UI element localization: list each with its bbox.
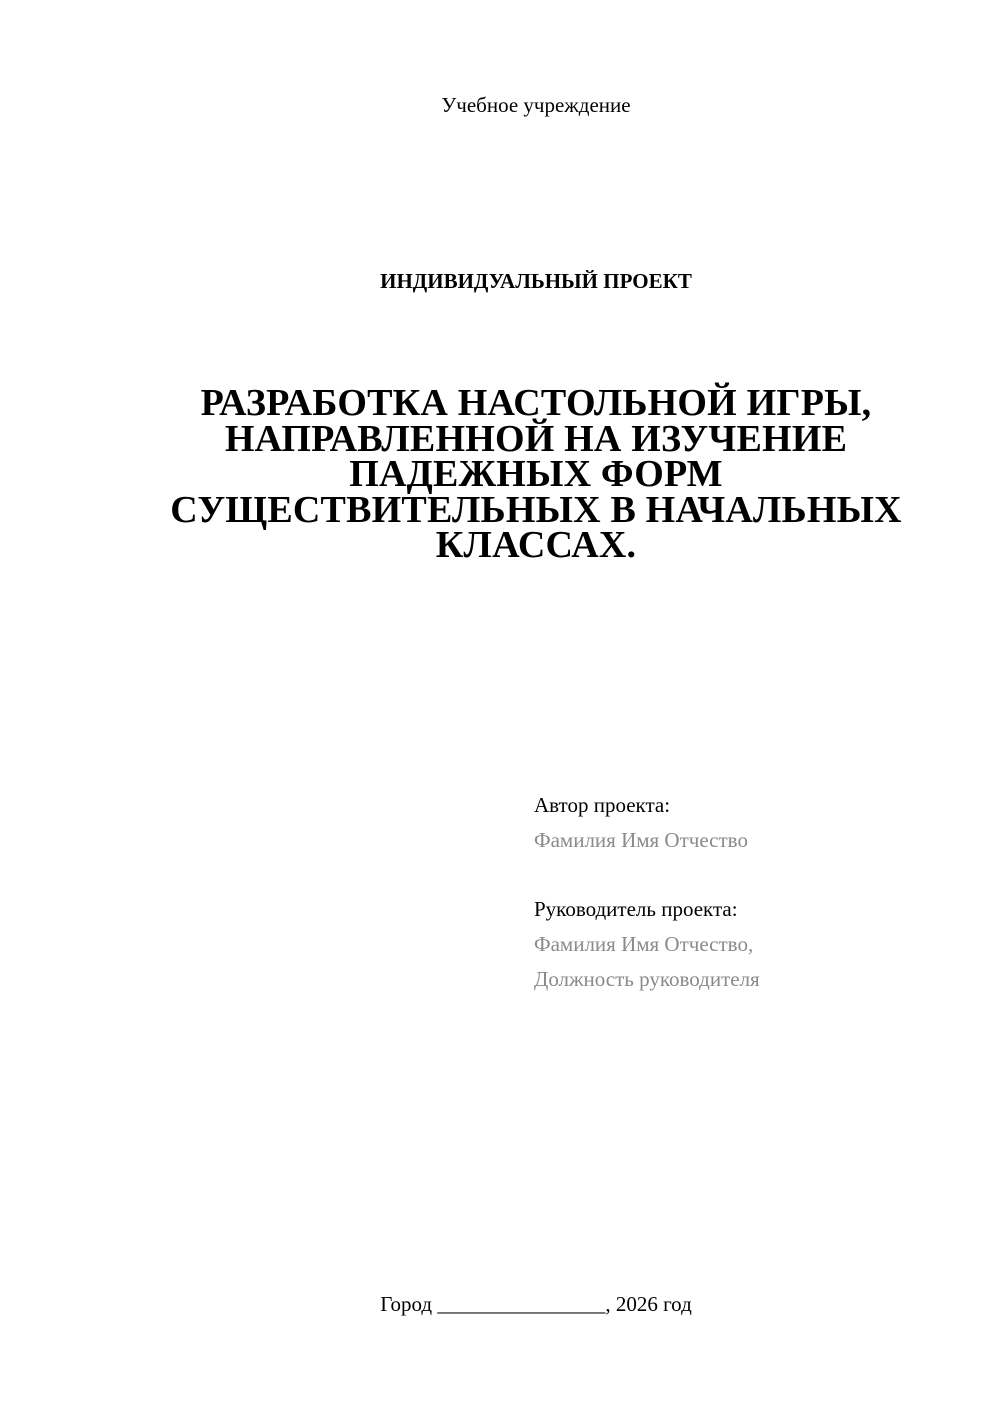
- project-title-line: ПАДЕЖНЫХ ФОРМ: [349, 453, 723, 495]
- institution-name: Учебное учреждение: [441, 93, 631, 117]
- project-title-line: СУЩЕСТВИТЕЛЬНЫХ В НАЧАЛЬНЫХ: [170, 488, 902, 531]
- project-title-line: КЛАССАХ.: [435, 524, 637, 566]
- author-label: Автор проекта:: [534, 793, 671, 817]
- supervisor-label: Руководитель проекта:: [534, 897, 738, 921]
- project-type-heading: ИНДИВИДУАЛЬНЫЙ ПРОЕКТ: [380, 269, 692, 293]
- city-year-footer: Город ________________, 2026 год: [380, 1292, 692, 1316]
- project-title-line: РАЗРАБОТКА НАСТОЛЬНОЙ ИГРЫ,: [200, 382, 872, 424]
- project-title-line: НАПРАВЛЕННОЙ НА ИЗУЧЕНИЕ: [224, 417, 848, 460]
- credits-block: [534, 788, 974, 997]
- supervisor-position-placeholder: Должность руководителя: [534, 967, 760, 991]
- project-title: [150, 382, 922, 566]
- supervisor-name-placeholder: Фамилия Имя Отчество,: [534, 932, 754, 956]
- author-name-placeholder: Фамилия Имя Отчество: [534, 828, 748, 852]
- credits-spacer: [534, 858, 974, 892]
